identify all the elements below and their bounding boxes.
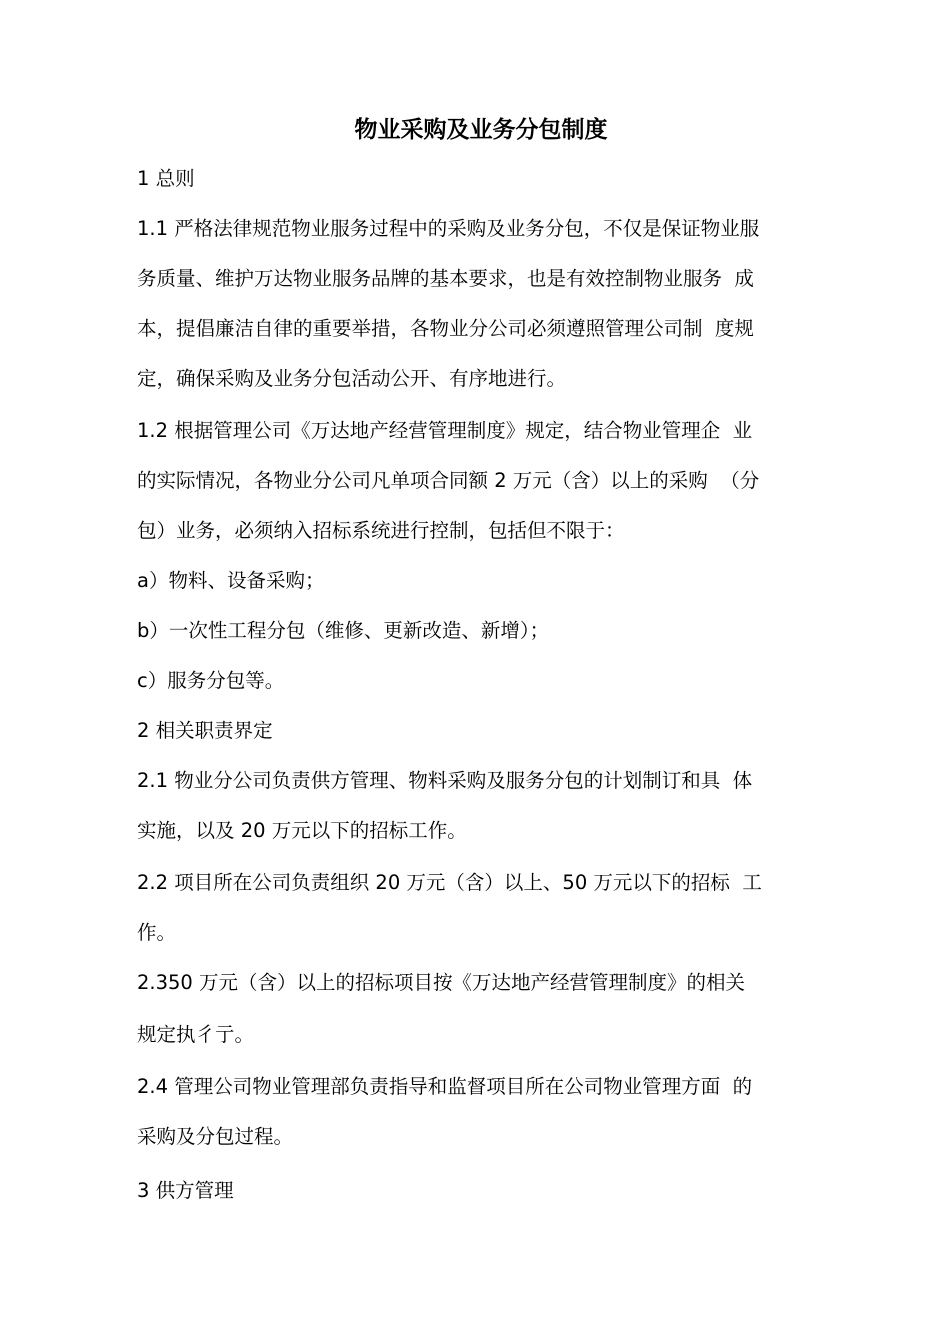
section-heading-responsibilities: 2 相关职责界定 [137, 719, 273, 742]
list-item: a）物料、设备采购； [137, 569, 325, 592]
paragraph-line: 1.2 根据管理公司《万达地产经营管理制度》规定，结合物业管理企 业 [137, 419, 753, 442]
list-item: b）一次性工程分包（维修、更新改造、新增）； [137, 619, 550, 642]
paragraph-line: 的实际情况，各物业分公司凡单项合同额 2 万元（含）以上的采购 （分 [137, 469, 760, 492]
paragraph-line: 2.1 物业分公司负责供方管理、物料采购及服务分包的计划制订和具 体 [137, 769, 753, 792]
paragraph-line: 2.4 管理公司物业管理部负责指导和监督项目所在公司物业管理方面 的 [137, 1075, 753, 1098]
paragraph-line: 实施，以及 20 万元以下的招标工作。 [137, 819, 467, 842]
section-heading-general: 1 总则 [137, 167, 195, 190]
paragraph-line: 务质量、维护万达物业服务品牌的基本要求，也是有效控制物业服务 成 [137, 267, 754, 290]
paragraph-line: 规定执彳亍。 [137, 1023, 255, 1046]
section-heading-supplier-management: 3 供方管理 [137, 1179, 234, 1202]
paragraph-line: 本，提倡廉洁自律的重要举措，各物业分公司必须遵照管理公司制 度规 [137, 317, 754, 340]
paragraph-line: 2.350 万元（含）以上的招标项目按《万达地产经营管理制度》的相关 [137, 971, 746, 994]
document-title: 物业采购及业务分包制度 [354, 117, 608, 143]
paragraph-line: 1.1 严格法律规范物业服务过程中的采购及业务分包，不仅是保证物业服 [137, 217, 760, 240]
paragraph-line: 采购及分包过程。 [137, 1125, 294, 1148]
paragraph-line: 包）业务，必须纳入招标系统进行控制，包括但不限于： [137, 519, 625, 542]
paragraph-line: 作。 [137, 921, 177, 944]
paragraph-line: 2.2 项目所在公司负责组织 20 万元（含）以上、50 万元以下的招标 工 [137, 871, 762, 894]
paragraph-line: 定，确保采购及业务分包活动公开、有序地进行。 [137, 367, 567, 390]
list-item: c）服务分包等。 [137, 669, 285, 692]
